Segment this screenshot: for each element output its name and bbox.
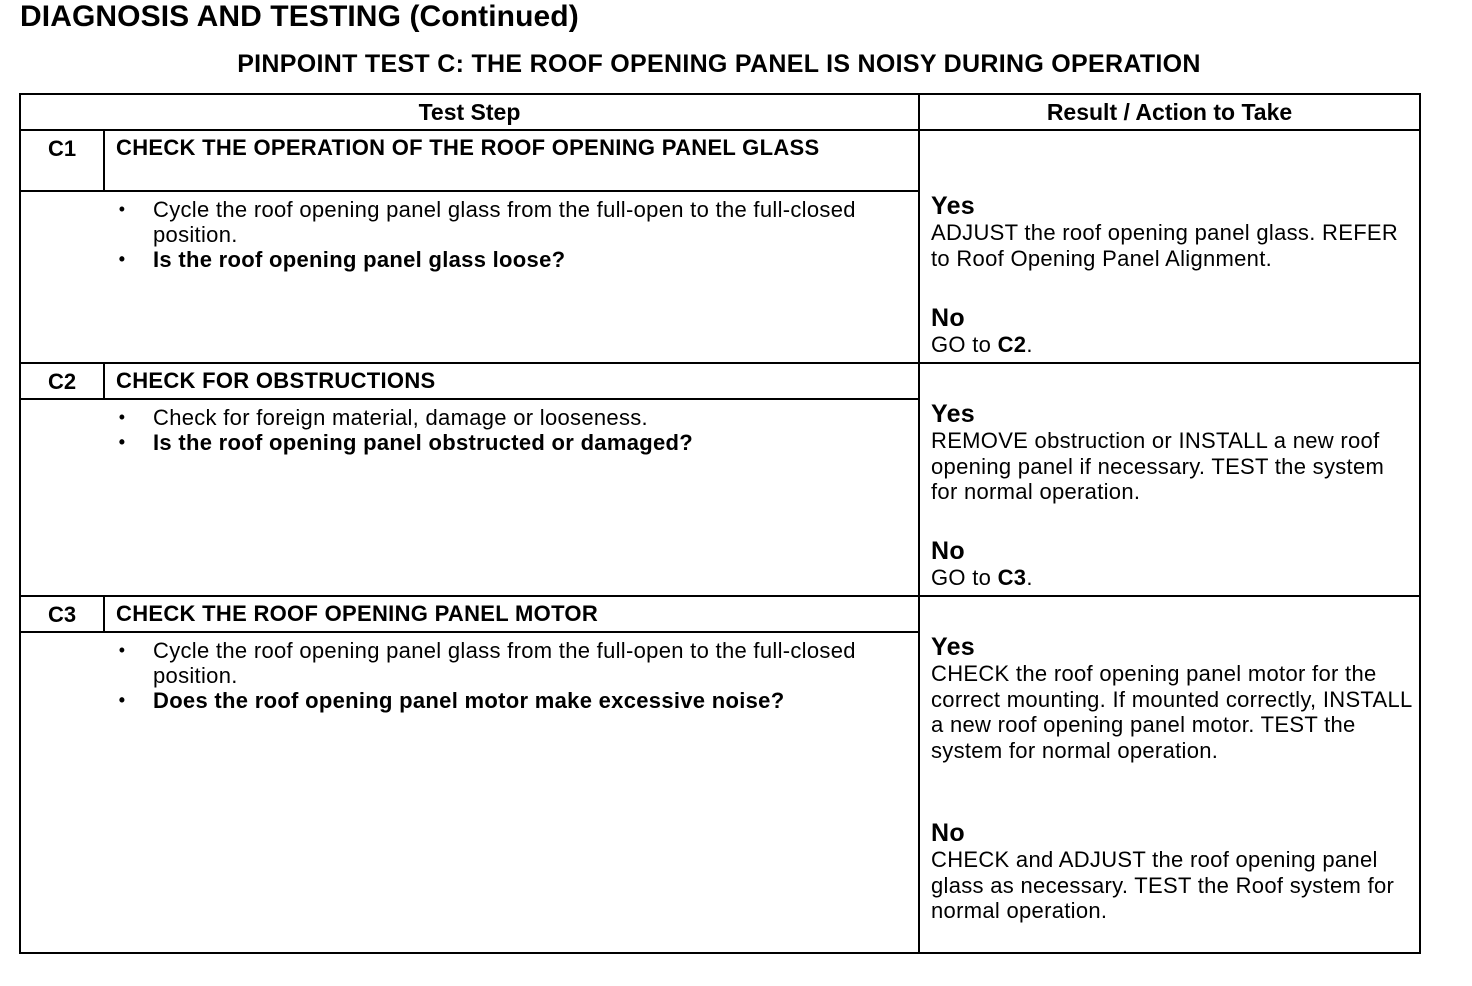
step-divider — [21, 362, 1419, 364]
step-id-divider — [103, 130, 105, 191]
instruction-text: Cycle the roof opening panel glass from the full-open to the full-closed position. — [153, 638, 856, 688]
list-item — [116, 638, 906, 688]
yes-label: Yes — [931, 192, 976, 220]
next-step-ref: C2 — [997, 332, 1027, 357]
yes-action: REMOVE obstruction or INSTALL a new roof opening panel if necessary. TEST the system for normal operation. — [931, 428, 1385, 504]
yes-action: ADJUST the roof opening panel glass. REFER to Roof Opening Panel Alignment. — [931, 220, 1399, 271]
no-action-suffix: . — [1026, 565, 1033, 590]
step-title-divider — [21, 398, 918, 400]
question-text: Is the roof opening panel glass loose? — [153, 247, 566, 272]
pinpoint-test-table — [19, 93, 1421, 954]
step-instructions-c3 — [116, 638, 906, 713]
page-heading: DIAGNOSIS AND TESTING (Continued) — [20, 0, 579, 33]
list-item — [116, 247, 906, 272]
list-item — [116, 197, 906, 247]
result-no-c3 — [931, 819, 1416, 924]
no-label: No — [931, 819, 965, 847]
step-title-c3: CHECK THE ROOF OPENING PANEL MOTOR — [116, 601, 599, 626]
no-action — [931, 332, 1033, 357]
no-action: CHECK and ADJUST the roof opening panel glass as necessary. TEST the Roof system for normal operation. — [931, 847, 1395, 923]
bullet-icon: • — [118, 199, 126, 219]
result-yes-c1 — [931, 192, 1416, 271]
list-item — [116, 405, 906, 430]
list-item — [116, 430, 906, 455]
yes-action: CHECK the roof opening panel motor for the correct mounting. If mounted correctly, INSTALL a new roof opening panel motor. TEST the system for normal operation. — [931, 661, 1412, 763]
bullet-icon: • — [118, 640, 126, 660]
no-action — [931, 565, 1033, 590]
bullet-icon: • — [118, 407, 126, 427]
step-id-divider — [103, 364, 105, 399]
step-title-divider — [21, 190, 918, 192]
instruction-text: Check for foreign material, damage or looseness. — [153, 405, 648, 430]
instruction-text: Cycle the roof opening panel glass from the full-open to the full-closed position. — [153, 197, 856, 247]
result-yes-c2 — [931, 400, 1416, 505]
step-divider — [21, 595, 1419, 597]
step-instructions-c2 — [116, 405, 906, 455]
no-action-suffix: . — [1026, 332, 1033, 357]
result-no-c2 — [931, 537, 1416, 591]
no-action-text: GO to — [931, 565, 998, 590]
column-header-test-step: Test Step — [418, 99, 521, 125]
question-text: Is the roof opening panel obstructed or damaged? — [153, 430, 693, 455]
bullet-icon: • — [118, 432, 126, 452]
bullet-icon: • — [118, 249, 126, 269]
step-title-c2: CHECK FOR OBSTRUCTIONS — [116, 368, 436, 393]
no-label: No — [931, 537, 965, 565]
no-label: No — [931, 304, 965, 332]
step-id-divider — [103, 597, 105, 632]
step-title-divider — [21, 631, 918, 633]
next-step-ref: C3 — [997, 565, 1027, 590]
no-action-text: GO to — [931, 332, 998, 357]
header-divider — [21, 129, 1419, 131]
pinpoint-test-title: PINPOINT TEST C: THE ROOF OPENING PANEL IS NOISY DURING OPERATION — [237, 50, 1201, 78]
step-id-c1: C1 — [47, 136, 77, 161]
step-title-c1: CHECK THE OPERATION OF THE ROOF OPENING PANEL GLASS — [116, 135, 820, 160]
yes-label: Yes — [931, 633, 976, 661]
column-header-result: Result / Action to Take — [1046, 99, 1293, 125]
question-text: Does the roof opening panel motor make excessive noise? — [153, 688, 785, 713]
list-item — [116, 688, 906, 713]
column-divider — [918, 95, 920, 952]
step-instructions-c1 — [116, 197, 906, 272]
result-yes-c3 — [931, 633, 1416, 763]
yes-label: Yes — [931, 400, 976, 428]
result-no-c1 — [931, 304, 1416, 358]
bullet-icon: • — [118, 690, 126, 710]
step-id-c2: C2 — [47, 369, 77, 394]
step-id-c3: C3 — [47, 602, 77, 627]
